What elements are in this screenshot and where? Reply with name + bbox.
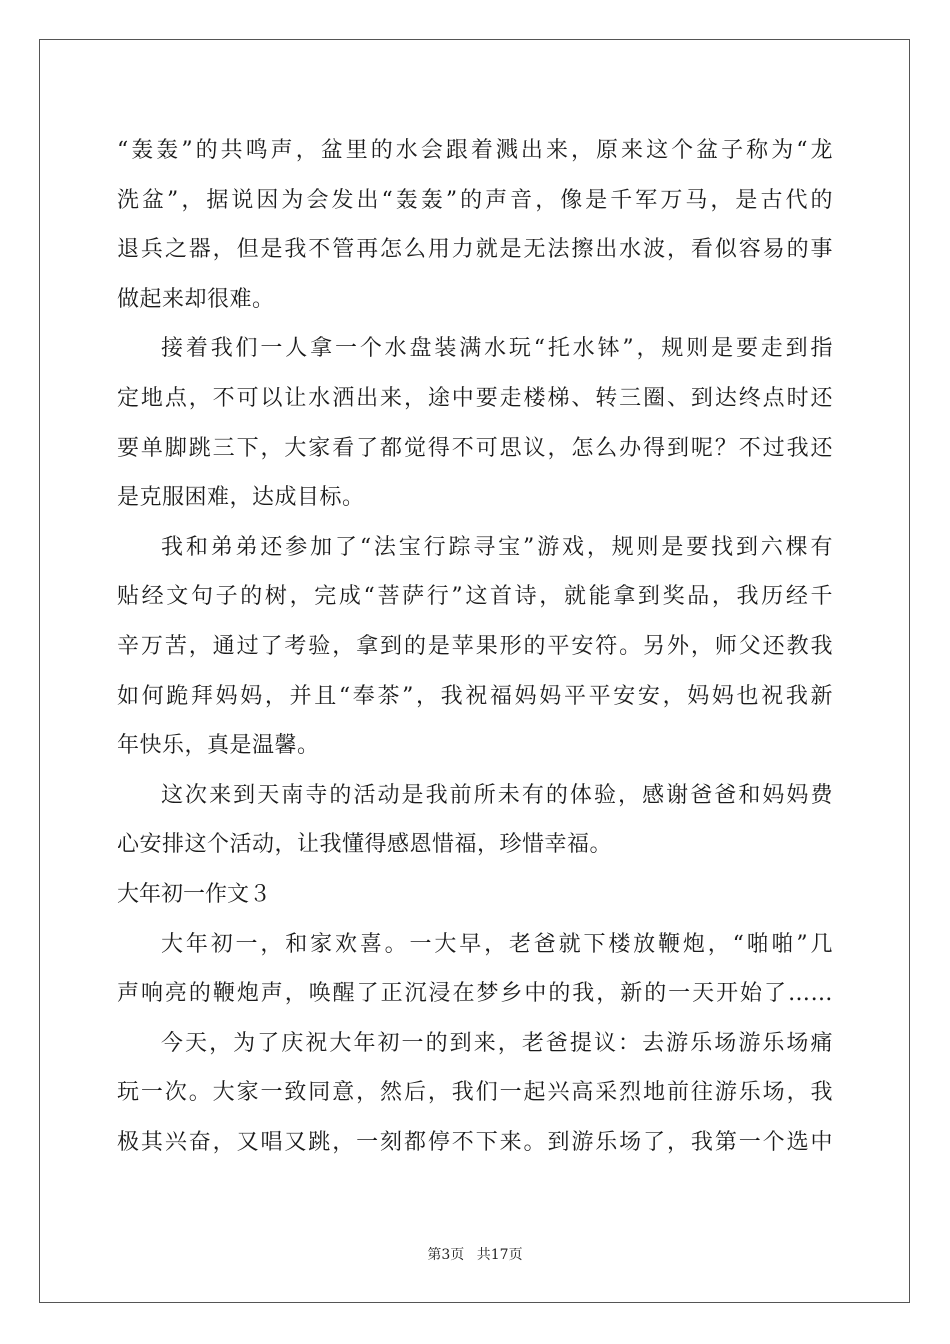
text-line: 年快乐，真是温馨。 <box>117 733 320 759</box>
section-heading: 大年初一作文３ <box>117 881 272 907</box>
text-line: 洗盆”，据说因为会发出“轰轰”的声音，像是千军万马，是古代的 <box>117 187 833 213</box>
text-line: 玩一次。大家一致同意，然后，我们一起兴高采烈地前往游乐场，我 <box>117 1080 833 1106</box>
text-line: 接着我们一人拿一个水盘装满水玩“托水钵”，规则是要走到指 <box>161 336 833 362</box>
text-line: 贴经文句子的树，完成“菩萨行”这首诗，就能拿到奖品，我历经千 <box>117 584 833 610</box>
page-footer <box>0 1244 950 1264</box>
text-line: 今天，为了庆祝大年初一的到来，老爸提议：去游乐场游乐场痛 <box>161 1030 833 1056</box>
text-line: 退兵之器，但是我不管再怎么用力就是无法擦出水波，看似容易的事 <box>117 237 833 263</box>
text-line: 这次来到天南寺的活动是我前所未有的体验，感谢爸爸和妈妈费 <box>161 782 833 808</box>
text-line: 如何跪拜妈妈，并且“奉茶”，我祝福妈妈平平安安，妈妈也祝我新 <box>117 683 833 709</box>
text-line: 是克服困难，达成目标。 <box>117 485 365 511</box>
text-line: 大年初一，和家欢喜。一大早，老爸就下楼放鞭炮，“啪啪”几 <box>161 931 833 957</box>
text-line: 声响亮的鞭炮声，唤醒了正沉浸在梦乡中的我，新的一天开始了…… <box>117 981 833 1007</box>
text-line: 极其兴奋，又唱又跳，一刻都停不下来。到游乐场了，我第一个选中 <box>117 1129 833 1155</box>
text-line: 要单脚跳三下，大家看了都觉得不可思议，怎么办得到呢？不过我还 <box>117 435 833 461</box>
text-line: 我和弟弟还参加了“法宝行踪寻宝”游戏，规则是要找到六棵有 <box>161 534 833 560</box>
text-line: 辛万苦，通过了考验，拿到的是苹果形的平安符。另外，师父还教我 <box>117 633 833 659</box>
text-line: “轰轰”的共鸣声，盆里的水会跟着溅出来，原来这个盆子称为“龙 <box>117 138 833 163</box>
text-line: 心安排这个活动，让我懂得感恩惜福，珍惜幸福。 <box>117 832 613 858</box>
text-line: 定地点，不可以让水洒出来，途中要走楼梯、转三圈、到达终点时还 <box>117 385 833 411</box>
document-body <box>117 126 833 1167</box>
page-total: 共17页 <box>476 1247 523 1263</box>
page-number: 第3页 <box>427 1247 465 1263</box>
text-line: 做起来却很难。 <box>117 286 275 312</box>
